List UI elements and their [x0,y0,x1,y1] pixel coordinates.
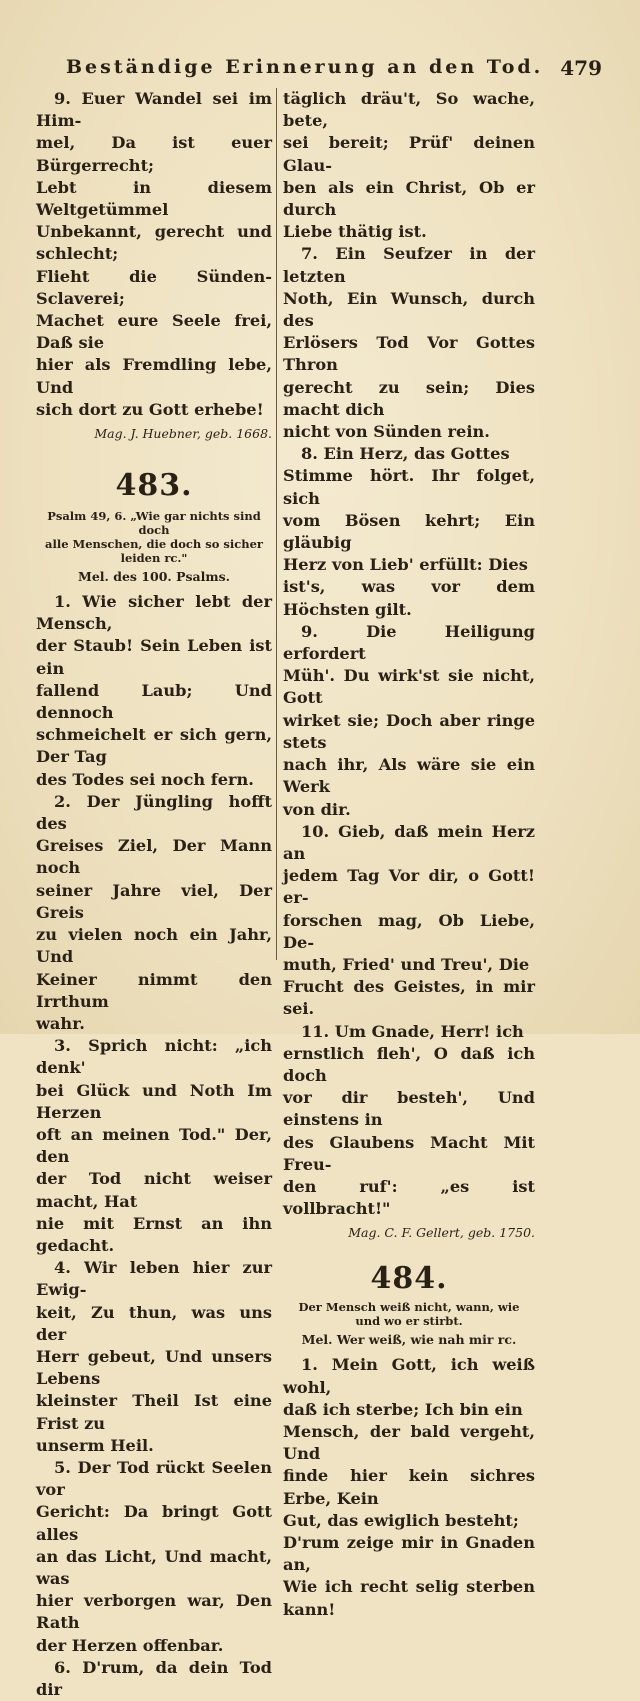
text-line: gerecht zu sein; Dies macht dich [283,377,535,419]
text-line: wahr. [36,1013,85,1033]
text-line: 5. Der Tod rückt Seelen vor [36,1457,272,1500]
text-line: seiner Jahre viel, Der Greis [36,880,272,922]
text-line: zu vielen noch ein Jahr, Und [36,925,272,967]
text-line: oft an meinen Tod." Der, den [36,1124,272,1167]
text-line: Unbekannt, gerecht und schlecht; [36,222,272,264]
hymn-number: 484. [370,1261,448,1297]
text-line: Lebt in diesem Weltgetümmel [36,177,272,220]
text-line: des Glaubens Macht Mit Freu- [283,1132,535,1174]
text-line: mel, Da ist euer Bürgerrecht; [36,133,272,175]
text-line: sei bereit; Prüf' deinen Glau- [283,133,535,175]
text-line: Wie ich recht selig sterben kann! [283,1577,535,1619]
text-line: ist's, was vor dem Höchsten gilt. [283,577,535,619]
left-column [36,88,272,1701]
text-line: des Todes sei noch fern. [36,769,254,789]
text-line: Gut, das ewiglich besteht; [283,1510,519,1530]
hymn-483-continued [283,88,535,1220]
melody-line: Mel. Wer weiß, wie nah mir rc. [301,1332,517,1348]
text-line: von dir. [283,799,351,819]
verse-9-prev-hymn [36,88,272,421]
page-header [38,56,602,86]
text-line: Frucht des Geistes, in mir sei. [283,977,535,1019]
text-line: wirket sie; Doch aber ringe stets [283,710,535,752]
text-line: D'rum zeige mir in Gnaden an, [283,1532,535,1575]
text-line: 7. Ein Seufzer in der letzten [283,244,535,286]
text-line: ben als ein Christ, Ob er durch [283,177,535,220]
text-line: sich dort zu Gott erhebe! [36,399,264,419]
text-line: Flieht die Sünden-Sclaverei; [36,266,272,308]
page-number: 479 [560,56,602,80]
hymn-number: 483. [115,468,193,504]
text-line: 4. Wir leben hier zur Ewig- [36,1258,272,1300]
column-divider [276,88,277,960]
text-line: keit, Zu thun, was uns der [36,1302,272,1344]
text-line: Stimme hört. Ihr folget, sich [283,466,535,508]
text-line: täglich dräu't, So wache, bete, [283,89,535,131]
text-line: nicht von Sünden rein. [283,422,490,442]
text-line: Herr gebeut, Und unsers Lebens [36,1346,272,1389]
text-line: vom Bösen kehrt; Ein gläubig [283,510,535,553]
text-line: 11. Um Gnade, Herr! ich [301,1021,524,1041]
text-line: fallend Laub; Und dennoch [36,680,272,723]
text-line: unserm Heil. [36,1435,154,1455]
text-line: nie mit Ernst an ihn gedacht. [36,1213,272,1255]
text-line: Greises Ziel, Der Mann noch [36,836,272,878]
hymn-483-text [36,591,272,1701]
author-attribution: Mag. C. F. Gellert, geb. 1750. [348,1225,535,1241]
text-line: Keiner nimmt den Irrthum [36,969,272,1011]
text-line: 10. Gieb, daß mein Herz an [283,821,535,863]
text-line: Noth, Ein Wunsch, durch des [283,288,535,331]
text-line: schmeichelt er sich gern, Der Tag [36,725,272,767]
text-line: vor dir besteh', Und einstens in [283,1088,535,1130]
melody-line: Mel. des 100. Psalms. [77,569,231,585]
text-line: 9. Die Heiligung erfordert [283,621,535,664]
motto-line: leiden rc." [120,551,188,566]
hymn-motto [283,1300,535,1328]
text-line: Liebe thätig ist. [283,222,427,242]
text-line: 2. Der Jüngling hofft des [36,791,272,834]
text-line: 1. Wie sicher lebt der Mensch, [36,592,272,634]
motto-line: und wo er stirbt. [355,1314,463,1329]
text-line: Gericht: Da bringt Gott alles [36,1502,272,1544]
text-line: ernstlich fleh', O daß ich doch [283,1043,535,1085]
text-line: Erlösers Tod Vor Gottes Thron [283,333,535,375]
motto-line: Psalm 49, 6. „Wie gar nichts sind doch [47,509,261,538]
text-line: Mensch, der bald vergeht, Und [283,1421,535,1464]
text-line: der Herzen offenbar. [36,1635,224,1655]
text-line: hier als Fremdling lebe, Und [36,355,272,397]
author-attribution: Mag. J. Huebner, geb. 1668. [94,426,272,442]
text-line: an das Licht, Und macht, was [36,1546,272,1588]
text-line: hier verborgen war, Den Rath [36,1591,272,1633]
right-column [283,88,535,1621]
text-line: der Staub! Sein Leben ist ein [36,636,272,678]
text-line: daß ich sterbe; Ich bin ein [283,1399,523,1419]
motto-line: Der Mensch weiß nicht, wann, wie [298,1300,520,1315]
text-line: finde hier kein sichres Erbe, Kein [283,1466,535,1508]
hymn-motto [36,509,272,565]
hymn-484-text [283,1354,535,1620]
text-line: Machet eure Seele frei, Daß sie [36,311,272,353]
text-line: Müh'. Du wirk'st sie nicht, Gott [283,666,535,708]
text-line: 3. Sprich nicht: „ich denk' [36,1036,272,1078]
text-line: muth, Fried' und Treu', Die [283,954,530,974]
text-line: 1. Mein Gott, ich weiß wohl, [283,1355,535,1397]
text-line: der Tod nicht weiser macht, Hat [36,1169,272,1211]
text-line: kleinster Theil Ist eine Frist zu [36,1391,272,1433]
text-line: den ruf': „es ist vollbracht!" [283,1176,535,1219]
text-line: Herz von Lieb' erfüllt: Dies [283,555,528,575]
text-line: 9. Euer Wandel sei im Him- [36,89,272,131]
text-line: 8. Ein Herz, das Gottes [301,444,510,464]
text-line: forschen mag, Ob Liebe, De- [283,910,535,952]
text-line: 6. D'rum, da dein Tod dir [36,1657,272,1699]
text-line: nach ihr, Als wäre sie ein Werk [283,755,535,797]
motto-line: alle Menschen, die doch so sicher [45,537,263,552]
running-title: Beständige Erinnerung an den Tod. [66,56,544,78]
text-line: bei Glück und Noth Im Herzen [36,1080,272,1122]
text-line: jedem Tag Vor dir, o Gott! er- [283,866,535,908]
